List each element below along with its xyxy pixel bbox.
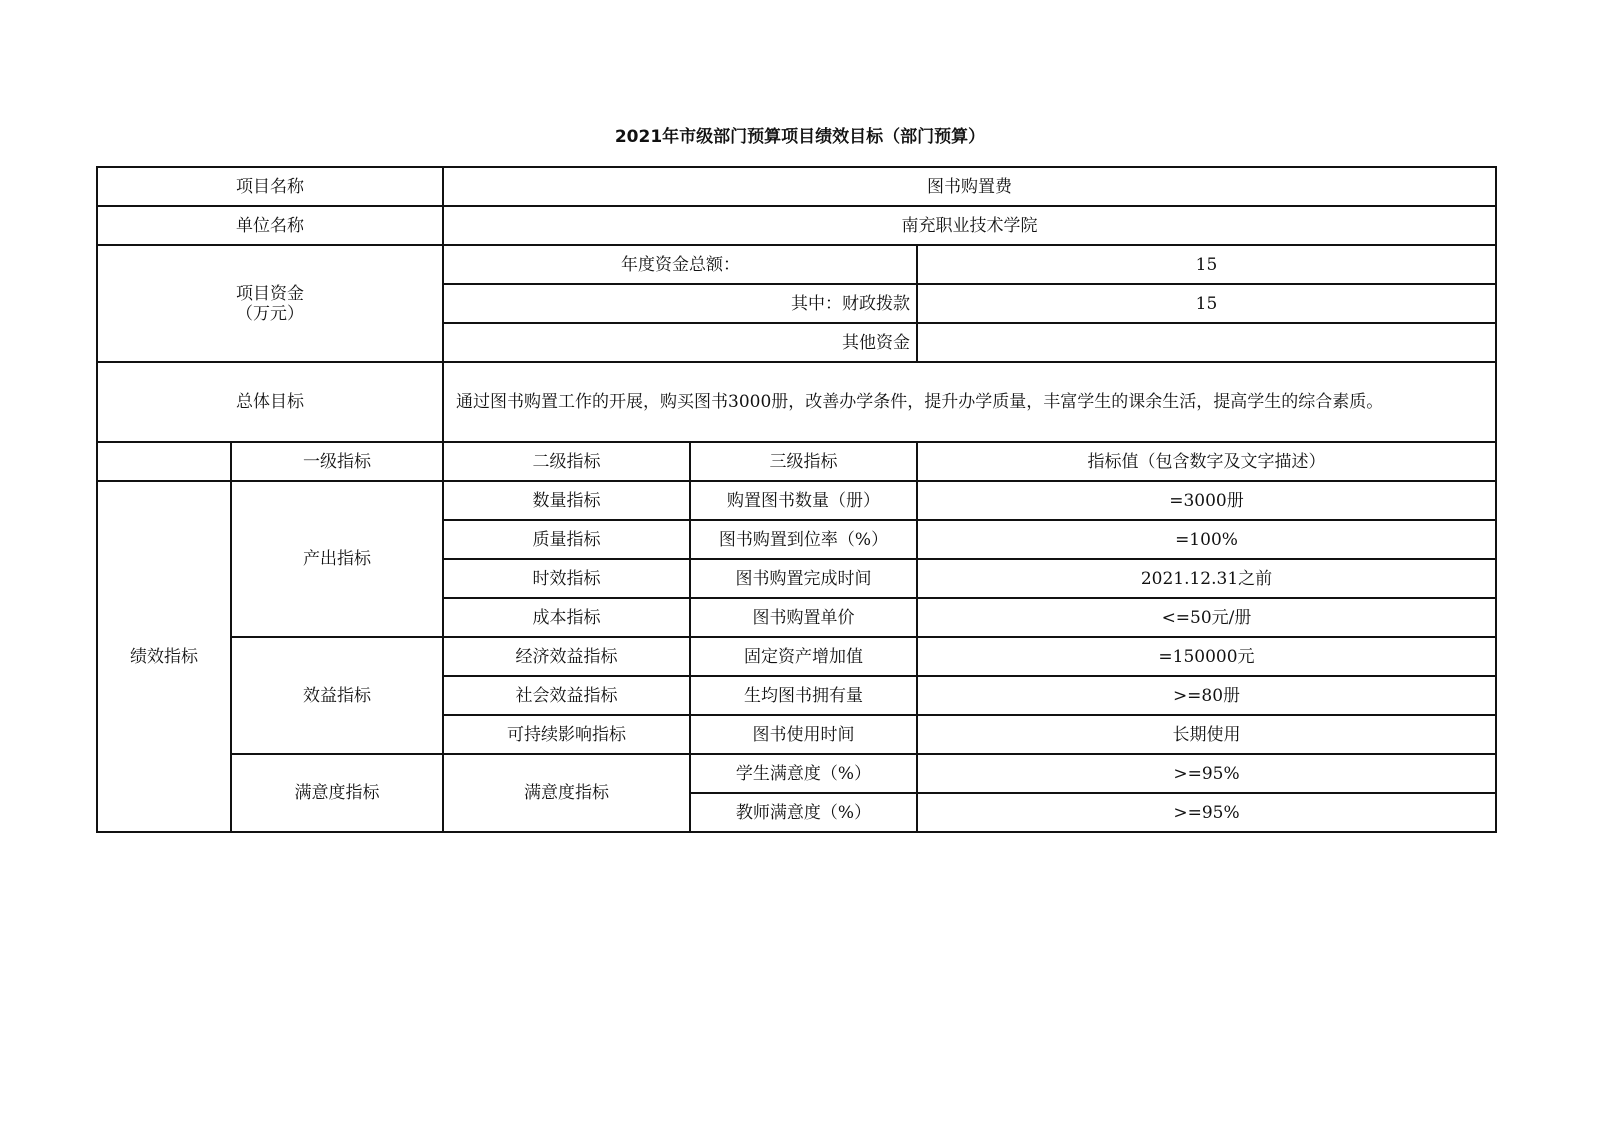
project-name-label: 项目名称 (97, 167, 443, 206)
row-value: <=50元/册 (917, 598, 1496, 637)
group-benefit: 效益指标 (231, 637, 443, 754)
funds-fiscal-label: 其中：财政拨款 (443, 284, 917, 323)
row-level3: 图书使用时间 (690, 715, 917, 754)
header-level2: 二级指标 (443, 442, 690, 481)
row-level3: 图书购置完成时间 (690, 559, 917, 598)
funds-total-label: 年度资金总额： (443, 245, 917, 284)
row-value: =150000元 (917, 637, 1496, 676)
indicator-header-row (97, 442, 1496, 481)
unit-name-value: 南充职业技术学院 (443, 206, 1496, 245)
funds-total-value: 15 (917, 245, 1496, 284)
row-level3: 固定资产增加值 (690, 637, 917, 676)
row-level2: 质量指标 (443, 520, 690, 559)
row-level2: 社会效益指标 (443, 676, 690, 715)
group-satisfaction: 满意度指标 (231, 754, 443, 832)
goal-row (97, 362, 1496, 442)
document-title: 2021年市级部门预算项目绩效目标（部门预算） (614, 127, 986, 147)
row-level3: 图书购置到位率（%） (690, 520, 917, 559)
unit-name-row (97, 206, 1496, 245)
project-name-row (97, 167, 1496, 206)
funds-fiscal-value: 15 (917, 284, 1496, 323)
funds-total-row (97, 245, 1496, 284)
header-level3: 三级指标 (690, 442, 917, 481)
row-level2: 经济效益指标 (443, 637, 690, 676)
section-label: 绩效指标 (97, 481, 231, 832)
funds-other-value (917, 323, 1496, 362)
row-value: >=80册 (917, 676, 1496, 715)
row-level2: 时效指标 (443, 559, 690, 598)
funds-label-line1: 项目资金 (236, 283, 304, 304)
row-value: >=95% (917, 754, 1496, 793)
row-level3: 教师满意度（%） (690, 793, 917, 832)
project-name-value: 图书购置费 (443, 167, 1496, 206)
funds-other-label: 其他资金 (443, 323, 917, 362)
table-row (97, 637, 1496, 676)
row-level2: 成本指标 (443, 598, 690, 637)
row-level2: 数量指标 (443, 481, 690, 520)
goal-label: 总体目标 (97, 362, 443, 442)
funds-label-line2: （万元） (236, 303, 304, 324)
row-level3: 生均图书拥有量 (690, 676, 917, 715)
row-level3: 图书购置单价 (690, 598, 917, 637)
row-value: =3000册 (917, 481, 1496, 520)
performance-table (96, 166, 1497, 833)
header-value: 指标值（包含数字及文字描述） (917, 442, 1496, 481)
row-level3: 购置图书数量（册） (690, 481, 917, 520)
group-output: 产出指标 (231, 481, 443, 637)
header-level1: 一级指标 (231, 442, 443, 481)
row-value: 2021.12.31之前 (917, 559, 1496, 598)
table-row (97, 754, 1496, 793)
funds-label (97, 245, 443, 362)
row-value: =100% (917, 520, 1496, 559)
row-level2: 可持续影响指标 (443, 715, 690, 754)
row-level3: 学生满意度（%） (690, 754, 917, 793)
row-value: >=95% (917, 793, 1496, 832)
table-row (97, 481, 1496, 520)
header-blank (97, 442, 231, 481)
unit-name-label: 单位名称 (97, 206, 443, 245)
row-value: 长期使用 (917, 715, 1496, 754)
row-level2: 满意度指标 (443, 754, 690, 832)
goal-text: 通过图书购置工作的开展，购买图书3000册，改善办学条件，提升办学质量，丰富学生的课余生活，提高学生的综合素质。 (443, 362, 1496, 442)
